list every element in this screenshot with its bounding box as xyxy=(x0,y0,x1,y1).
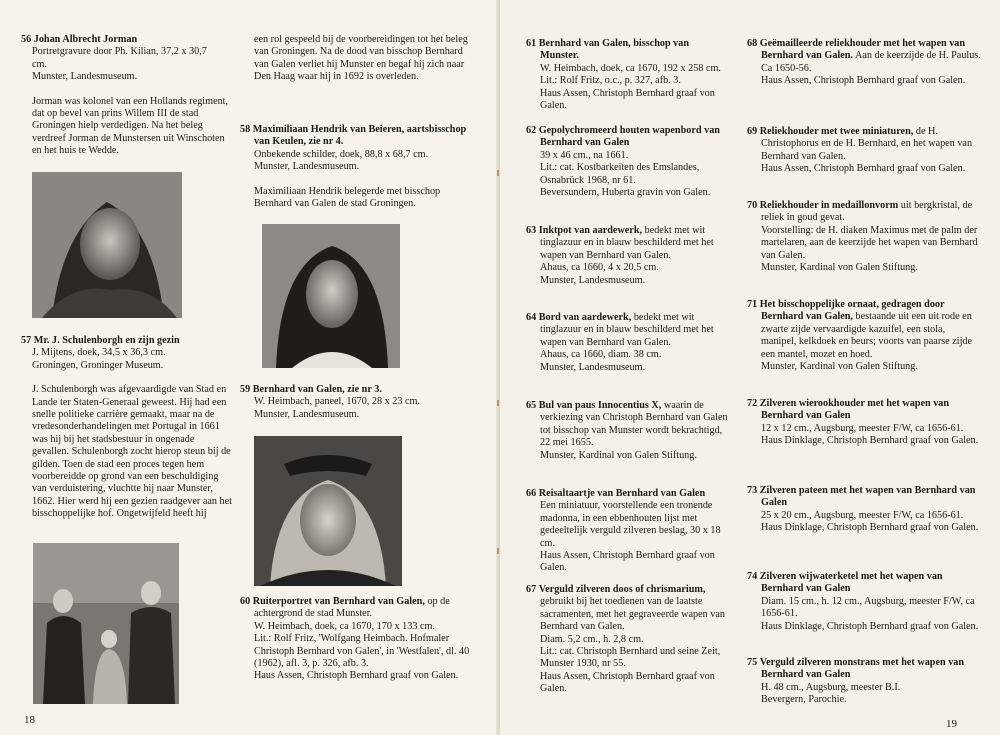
right-column-left xyxy=(526,38,730,696)
entry-number: 60 xyxy=(240,596,251,607)
entry-title: Mr. J. Schulenborgh en zijn gezin xyxy=(33,335,180,346)
entry-line: Haus Dinklage, Christoph Bernhard graaf von Galen. xyxy=(761,522,979,534)
entry-line: Munster, Landesmuseum. xyxy=(540,274,646,286)
entry-70 xyxy=(747,200,983,299)
right-page xyxy=(500,0,1000,735)
entry-line: Lit.: cat. Christoph Bernhard und seine Zeit, Munster 1930, nr 55. xyxy=(540,646,721,670)
entry-72 xyxy=(747,398,983,485)
entry-74 xyxy=(747,571,983,657)
entry-line: J. Mijtens, doek, 34,5 x 36,3 cm. xyxy=(32,347,166,359)
entry-title: Bul van paus Innocentius X, xyxy=(538,400,662,411)
entry-title-rest: waarin de verkiezing van Christoph Bernhard van Galen tot bisschop van Munster wordt bekrachtigd, 22 mei 1655. xyxy=(540,400,728,449)
entry-line: Munster, Kardinal von Galen Stiftung. xyxy=(761,262,918,274)
entry-line: Munster, Landesmuseum. xyxy=(254,161,360,173)
binding-mark xyxy=(497,548,499,554)
entry-67 xyxy=(526,584,730,696)
entry-line: Beversundern, Huberta gravin von Galen. xyxy=(540,187,711,199)
entry-line: Haus Dinklage, Christoph Bernhard graaf von Galen. xyxy=(761,620,979,632)
entry-number: 70 xyxy=(747,200,758,211)
entry-57 xyxy=(21,335,233,521)
entry-title: Reliekhouder in medaillonvorm xyxy=(759,200,899,211)
entry-69 xyxy=(747,126,983,200)
entry-number: 72 xyxy=(747,398,758,409)
entry-line: Lit.: Rolf Fritz, 'Wolfgang Heimbach. Hofmaler Christoph Bernhard von Galen', in 'Westfalen', dl. 40 (1962), afl. 3, p. 326, afb. 3. xyxy=(254,633,470,670)
entry-line: H. 48 cm., Augsburg, meester B.I. xyxy=(761,681,901,693)
entry-title: Ruiterportret van Bernhard van Galen, xyxy=(252,596,425,607)
entry-title-rest: de H. Christophorus en de H. Bernhard, en het wapen van Bernhard van Galen. xyxy=(761,126,973,162)
entry-title: Bord van aardewerk, xyxy=(538,312,632,323)
entry-line: Haus Assen, Christoph Bernhard graaf von Galen. xyxy=(540,550,715,574)
entry-line: Diam. 15 cm., h. 12 cm., Augsburg, meester F/W, ca 1656-61. xyxy=(761,595,975,620)
entry-number: 67 xyxy=(526,584,537,595)
entry-line: Haus Assen, Christoph Bernhard graaf von Galen. xyxy=(254,670,459,682)
entry-description: een rol gespeeld bij de voorbereidingen tot het beleg van Groningen. Na de dood van bisschop Bernhard van Galen verliet hij Munster en begaf hij zich naar Den Haag waar hij in 1692 is overleden. xyxy=(254,34,468,83)
entry-title: Gepolychromeerd houten wapenbord van Bernhard van Galen xyxy=(538,125,720,149)
entry-line: Onbekende schilder, doek, 88,8 x 68,7 cm. xyxy=(254,148,429,160)
entry-number: 57 xyxy=(21,335,32,346)
entry-63 xyxy=(526,225,730,312)
entry-title: Geëmailleerde reliekhouder met het wapen van Bernhard van Galen. xyxy=(759,38,966,62)
entry-line: Bevergern, Parochie. xyxy=(761,694,847,706)
entry-title-rest: uit bergkristal, de reliek in goud gevat. xyxy=(761,200,973,224)
entry-title-rest: op de achtergrond de stad Munster. xyxy=(254,596,450,620)
entry-line: Lit.: Rolf Fritz, o.c., p. 327, afb. 3. xyxy=(540,75,681,87)
entry-58 xyxy=(240,124,480,210)
entry-60 xyxy=(240,596,480,683)
entry-line: 12 x 12 cm., Augsburg, meester F/W, ca 1656-61. xyxy=(761,422,964,434)
portrait-jorman xyxy=(32,172,182,318)
entry-line: Haus Assen, Christoph Bernhard graaf von Galen. xyxy=(540,87,715,112)
entry-number: 64 xyxy=(526,312,537,323)
entry-73 xyxy=(747,485,983,571)
entry-line: Haus Assen, Christoph Bernhard graaf von Galen. xyxy=(761,163,966,175)
entry-title: Zilveren pateen met het wapen van Bernhard van Galen xyxy=(759,485,976,509)
entry-title-rest: Aan de keerzijde de H. Paulus. Ca 1650-56. xyxy=(761,50,981,74)
entry-number: 74 xyxy=(747,571,758,582)
entry-66 xyxy=(526,488,730,584)
entry-number: 62 xyxy=(526,125,537,136)
entry-title-rest: bedekt met wit tinglazuur en in blauw beschilderd met het wapen van Bernhard van Galen. xyxy=(540,225,714,261)
entry-line: Munster, Kardinal von Galen Stiftung. xyxy=(761,361,918,373)
entry-68 xyxy=(747,38,983,126)
entry-title: Reliekhouder met twee miniaturen, xyxy=(759,126,914,137)
entry-line: Ahaus, ca 1660, 4 x 20,5 cm. xyxy=(540,262,659,274)
binding-mark xyxy=(497,170,499,176)
entry-61 xyxy=(526,38,730,125)
entry-title: Reisaltaartje van Bernhard van Galen xyxy=(538,488,706,499)
entry-56 xyxy=(21,34,233,158)
entry-65 xyxy=(526,400,730,488)
entry-62 xyxy=(526,125,730,225)
entry-line: Diam. 5,2 cm., h. 2,8 cm. xyxy=(540,633,644,645)
entry-line: Groningen, Groninger Museum. xyxy=(32,359,164,371)
entry-title-rest: bestaande uit een uit rode en zwarte zijde vervaardigde kazuifel, een stola, manipel, kelkdoek en beurs; voorts van paarse zijde een mantel, mozet en hoed. xyxy=(761,311,973,360)
entry-title: Verguld zilveren monstrans met het wapen van Bernhard van Galen xyxy=(759,657,965,681)
entry-title-rest: gebruikt bij het toedienen van de laatste sacramenten, met het gegraveerde wapen van Bernhard van Galen. xyxy=(540,596,725,633)
entry-title: Inktpot van aardewerk, xyxy=(538,225,643,236)
entry-line: Munster, Landesmuseum. xyxy=(540,361,646,373)
entry-line: Haus Assen, Christoph Bernhard graaf von Galen. xyxy=(540,670,715,695)
entry-line: Ahaus, ca 1660, diam. 38 cm. xyxy=(540,349,662,361)
portrait-maximiliaan-hendrik xyxy=(262,224,400,368)
portrait-bernhard-van-galen xyxy=(254,436,402,586)
entry-line: Haus Dinklage, Christoph Bernhard graaf von Galen. xyxy=(761,435,979,447)
entry-71 xyxy=(747,299,983,398)
entry-line: 39 x 46 cm., na 1661. xyxy=(540,149,629,161)
entry-number: 56 xyxy=(21,34,32,45)
entry-number: 73 xyxy=(747,485,758,496)
entry-line: 25 x 20 cm., Augsburg, meester F/W, ca 1656-61. xyxy=(761,509,964,521)
entry-number: 68 xyxy=(747,38,758,49)
entry-64 xyxy=(526,312,730,400)
entry-number: 58 xyxy=(240,124,251,135)
entry-line: Munster, Landesmuseum. xyxy=(32,71,138,83)
entry-number: 61 xyxy=(526,38,537,49)
entry-number: 66 xyxy=(526,488,537,499)
entry-line: Munster, Landesmuseum. xyxy=(254,408,360,420)
binding-mark xyxy=(497,400,499,406)
entry-line: Lit.: cat. Kostbarkeiten des Emslandes, Osnabrück 1968, nr 61. xyxy=(540,162,700,186)
entry-line: Een miniatuur, voorstellende een tronende madonna, in een ebbenhouten lijst met gedeeltelijk verguld zilveren beslag, 30 x 18 cm. xyxy=(540,500,721,549)
page-number: 18 xyxy=(24,714,35,726)
entry-line: Haus Assen, Christoph Bernhard graaf von Galen. xyxy=(761,75,966,87)
entry-number: 71 xyxy=(747,299,758,310)
entry-57-continued xyxy=(254,34,480,84)
entry-line: Portretgravure door Ph. Kilian, 37,2 x 30,7 xyxy=(32,46,207,58)
entry-title-rest: bedekt met wit tinglazuur en in blauw beschilderd met het wapen van Bernhard van Galen. xyxy=(540,312,714,348)
entry-title: Johan Albrecht Jorman xyxy=(33,34,138,45)
entry-line: W. Heimbach, doek, ca 1670, 192 x 258 cm. xyxy=(540,62,721,74)
entry-line: Voorstelling: de H. diaken Maximus met de palm der martelaren, aan de keerzijde het wapen van Bernhard van Galen. xyxy=(761,224,978,261)
entry-title: Verguld zilveren doos of chrismarium, xyxy=(538,584,706,595)
entry-number: 65 xyxy=(526,400,537,411)
painting-schulenborgh-family xyxy=(33,543,179,704)
entry-description: Maximiliaan Hendrik belegerde met bisschop Bernhard van Galen de stad Groningen. xyxy=(254,185,441,210)
entry-title: Bernhard van Galen, bisschop van Munster. xyxy=(538,38,690,62)
entry-line: W. Heimbach, doek, ca 1670, 170 x 133 cm. xyxy=(254,620,435,632)
entry-line: cm. xyxy=(32,58,47,70)
entry-description: Jorman was kolonel van een Hollands regiment, dat op bevel van prins Willem III de stad Groningen hielp verdedigen. Na het beleg verdreef Jorman de Munstersen uit Winschoten en het huis te Wedde. xyxy=(32,95,229,157)
right-column-right xyxy=(747,38,983,707)
entry-number: 69 xyxy=(747,126,758,137)
page-number: 19 xyxy=(946,718,957,730)
entry-75 xyxy=(747,657,983,707)
entry-title: Zilveren wierookhouder met het wapen van Bernhard van Galen xyxy=(759,398,950,422)
entry-line: W. Heimbach, paneel, 1670, 28 x 23 cm. xyxy=(254,396,420,408)
entry-number: 75 xyxy=(747,657,758,668)
entry-number: 59 xyxy=(240,384,251,395)
entry-number: 63 xyxy=(526,225,537,236)
entry-title: Zilveren wijwaterketel met het wapen van Bernhard van Galen xyxy=(759,571,943,595)
entry-line: Munster, Kardinal von Galen Stiftung. xyxy=(540,449,697,461)
entry-description: J. Schulenborgh was afgevaardigde van Stad en Lande ter Staten-Generaal geweest. Hij had een snelle politieke carrière gemaakt, maar na de vredesonderhandelingen met Portugal in 1661 was hij bij het stadsbestuur in ongenade gevallen. Schulenborgh zocht hierop steun bij de gilden. Toen de stad een proces tegen hem voorbereidde op grond van een beschuldiging van verduistering, vluchtte hij naar Munster, 1662. Hier werd hij een gezien raadgever aan het bisschoppelijke hof. Ongetwijfeld heeft hij xyxy=(32,384,232,520)
entry-title: Maximiliaan Hendrik van Beieren, aartsbisschop van Keulen, zie nr 4. xyxy=(252,124,467,148)
entry-title: Het bisschoppelijke ornaat, gedragen door Bernhard van Galen, xyxy=(759,299,945,323)
entry-title: Bernhard van Galen, zie nr 3. xyxy=(252,384,382,395)
entry-59 xyxy=(240,384,480,421)
